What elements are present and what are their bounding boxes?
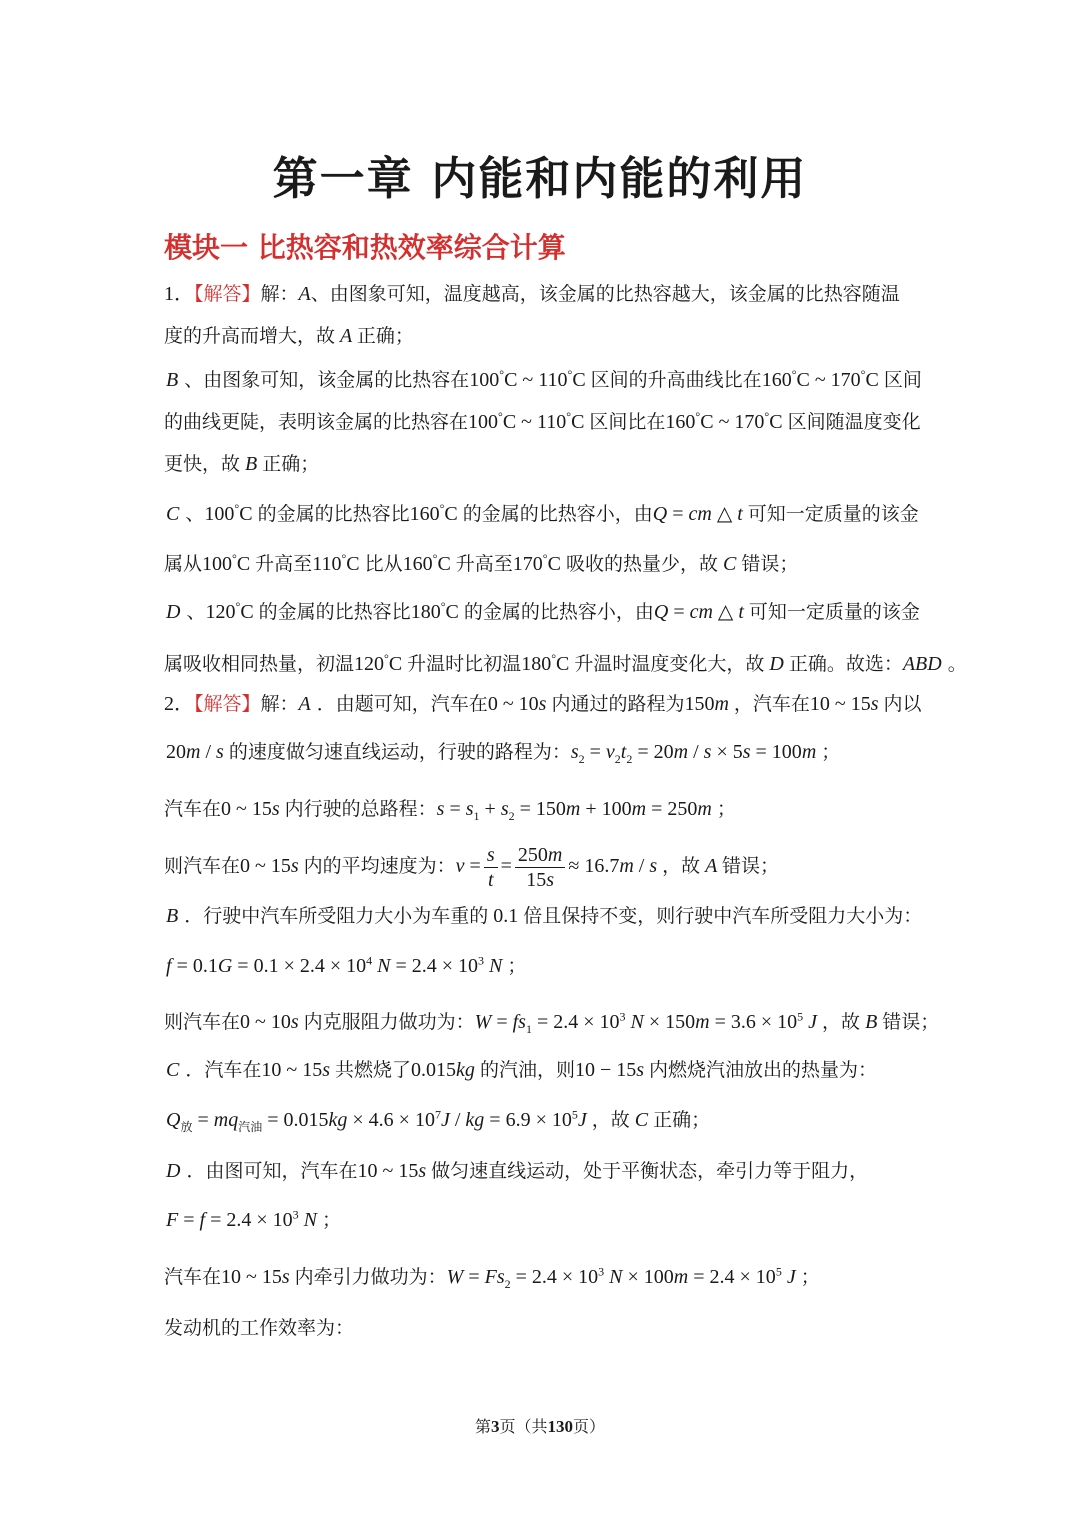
answer-2-line-10: D ．由图可知，汽车在10 ~ 15s 做匀速直线运动，处于平衡状态，牵引力等于阻力，: [166, 1160, 869, 1182]
module-title: 模块一 比热容和热效率综合计算: [164, 231, 566, 264]
answer-1-line-6: C 、100°C 的金属的比热容比160°C 的金属的比热容小，由Q = cm △ t 可知一定质量的该金: [166, 501, 919, 525]
answer-2-line-12: 汽车在10 ~ 15s 内牵引力做功为：$W = Fs_2 = 2.4 \times 10^3$ $N \times 100m = 2.4 \times 10^5$ J ；: [164, 1264, 820, 1291]
page-total: 130: [547, 1417, 573, 1436]
answer-1-line-2: 度的升高而增大，故 A 正确；: [164, 325, 414, 347]
answer-1-line-9: 属吸收相同热量，初温120°C 升温时比初温180°C 升温时温度变化大，故 D 正确。故选：ABD 。: [164, 651, 967, 675]
answer-2-line-2: 20m / s 的速度做匀速直线运动，行驶的路程为：$s_2 = v_2t_2 = 20m / s \times 5s = 100m$ ；: [166, 741, 841, 766]
answer-2-line-11: $F = f = 2.4 \times 10^3$ N ；: [166, 1207, 341, 1231]
answer-2-line-3: 汽车在0 ~ 15s 内行驶的总路程：$s = s_1 + s_2 = 150m + 100m = 250m$ ；: [164, 798, 736, 823]
answer-label: 【解答】: [194, 693, 261, 715]
answer-2-line-5: B ．行驶中汽车所受阻力大小为车重的 0.1 倍且保持不变，则行驶中汽车所受阻力大小为：: [166, 905, 923, 927]
answer-1-line-3: B 、由图象可知，该金属的比热容在100°C ~ 110°C 区间的升高曲线比在160°C ~ 170°C 区间: [166, 367, 922, 391]
answer-1-line-4: 的曲线更陡，表明该金属的比热容在100°C ~ 110°C 区间比在160°C ~ 170°C 区间随温度变化: [164, 409, 921, 433]
page-number: 3: [490, 1417, 500, 1436]
answer-2-line-8: C ．汽车在10 ~ 15s 共燃烧了0.015kg 的汽油，则10 − 15s 内燃烧汽油放出的热量为：: [166, 1059, 878, 1081]
answer-label: 【解答】: [194, 283, 261, 305]
answer-2-line-9: $Q_放 = mq_{汽油} = 0.015kg \times 4.6 \times 10^7J$ / kg = $6.9 \times 10^5J$ ，故 C 正确；: [166, 1107, 711, 1134]
answer-1-line-1: 1．【解答】解：A、由图象可知，温度越高，该金属的比热容越大，该金属的比热容随温: [164, 283, 900, 305]
answer-2-line-4: 则汽车在0 ~ 15s 内的平均速度为：v = $\frac{s}{t}$ = $\frac{250m}{15s}$ ≈ 16.7m / s ，故 A 错误；: [164, 844, 780, 891]
answer-2-line-1: 2．【解答】解：A ．由题可知，汽车在0 ~ 10s 内通过的路程为150m ，汽车在10 ~ 15s 内以: [164, 693, 922, 715]
answer-2-line-6: $f = 0.1G = 0.1 \times 2.4 \times 10^4$ $N = 2.4 \times 10^3$ N ；: [166, 953, 527, 977]
chapter-title: 第一章 内能和内能的利用: [272, 152, 808, 205]
answer-2-line-7: 则汽车在0 ~ 10s 内克服阻力做功为：$W = fs_1 = 2.4 \times 10^3$ $N \times 150m = 3.6 \times 10^5$ J ，故 B 错误；: [164, 1009, 940, 1036]
answer-1-line-7: 属从100°C 升高至110°C 比从160°C 升高至170°C 吸收的热量少，故 C 错误；: [164, 551, 799, 575]
answer-1-line-8: D 、120°C 的金属的比热容比180°C 的金属的比热容小，由Q = cm △ t 可知一定质量的该金: [166, 599, 920, 623]
page-footer: 第3页（共130页）: [474, 1417, 606, 1436]
answer-2-line-13: 发动机的工作效率为：: [164, 1317, 355, 1339]
answer-1-line-5: 更快，故 B 正确；: [164, 453, 320, 475]
